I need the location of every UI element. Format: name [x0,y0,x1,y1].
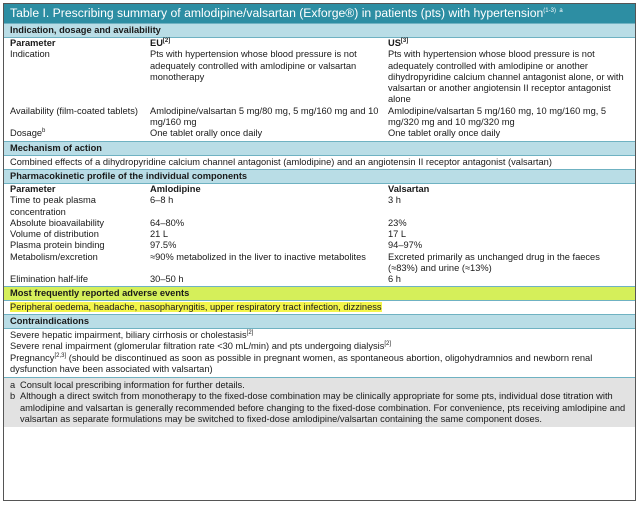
mechanism-text: Combined effects of a dihydropyridine calcium channel antagonist (amlodipine) and an angiotensin II receptor antagonist (valsartan) [10,156,552,167]
adverse-events-text: Peripheral oedema, headache, nasopharyngitis, upper respiratory tract infection, dizziness [10,301,382,312]
table-row: Dosage$^b$ One tablet orally once daily One tablet orally once daily [10,128,501,139]
section-indication: Indication, dosage and availability [4,23,635,38]
section-contraindications: Contraindications [4,314,635,329]
section-mechanism: Mechanism of action [4,141,635,156]
footnotes [4,377,635,427]
table-row: Metabolism/excretion ≈90% metabolized in the liver to inactive metabolites Excreted primarily as unchanged drug in the faeces (≈83%) and urine (≈13%) [10,251,600,274]
pk-header-row: Parameter Amlodipine Valsartan [10,183,430,194]
table-row: Volume of distribution 21 L 17 L [10,229,407,240]
contraindication-line: Pregnancy[2,3] (should be discontinued as soon as possible in pregnant women, as spontaneous abortion, oligohydramnios and newborn renal dysfunction have been associated with valsartan) [10,352,593,374]
footnote: a Consult local prescribing information for further details. [10,380,245,391]
contraindication-line: Severe renal impairment (glomerular filtration rate <30 mL/min) and pts undergoing dialysis[2] [10,341,392,352]
table-title: Table I. Prescribing summary of amlodipine/valsartan (Exforge®) in patients (pts) with hypertension$^{(1-3)}$ $^a$ [4,4,635,23]
table-row: Indication Pts with hypertension whose blood pressure is not adequately controlled with amlodipine or valsartan monotherapy Pts with hypertension whose blood pressure is not adequately controlled with amlodipine or another dihydropyridine calcium channel antagonist alone, or with valsartan or another angiotensin II receptor antagonist alone [10,49,624,105]
section-pk: Pharmacokinetic profile of the individual components [4,169,635,184]
contraindication-line: Severe hepatic impairment, biliary cirrhosis or cholestasis[2] [10,329,254,340]
table-row: Absolute bioavailability 64–80% 23% [10,217,407,228]
prescribing-summary-table [3,3,636,501]
table-row: Elimination half-life 30–50 h 6 h [10,274,401,285]
indication-header-row: Parameter EU[2] US[3] [10,37,409,48]
table-row: Time to peak plasma concentration 6–8 h 3 h [10,195,401,217]
footnote: b Although a direct switch from monotherapy to the fixed-dose combination may be clinically appropriate for some pts, individual dose titration with amlodipine and valsartan is generally recommended before changing to the fixed-dose combination. For convenience, pts receiving amlodipine and valsartan as separate formulations may be switched to fixed-dose amlodipine/valsartan containing the same component doses. [10,391,626,425]
table-row: Availability (film-coated tablets) Amlodipine/valsartan 5 mg/80 mg, 5 mg/160 mg and 10 mg/160 mg Amlodipine/valsartan 5 mg/160 mg, 10 mg/160 mg, 5 mg/320 mg and 10 mg/320 mg [10,105,607,128]
table-row: Plasma protein binding 97.5% 94–97% [10,240,423,251]
section-adverse-events: Most frequently reported adverse events [4,286,635,301]
